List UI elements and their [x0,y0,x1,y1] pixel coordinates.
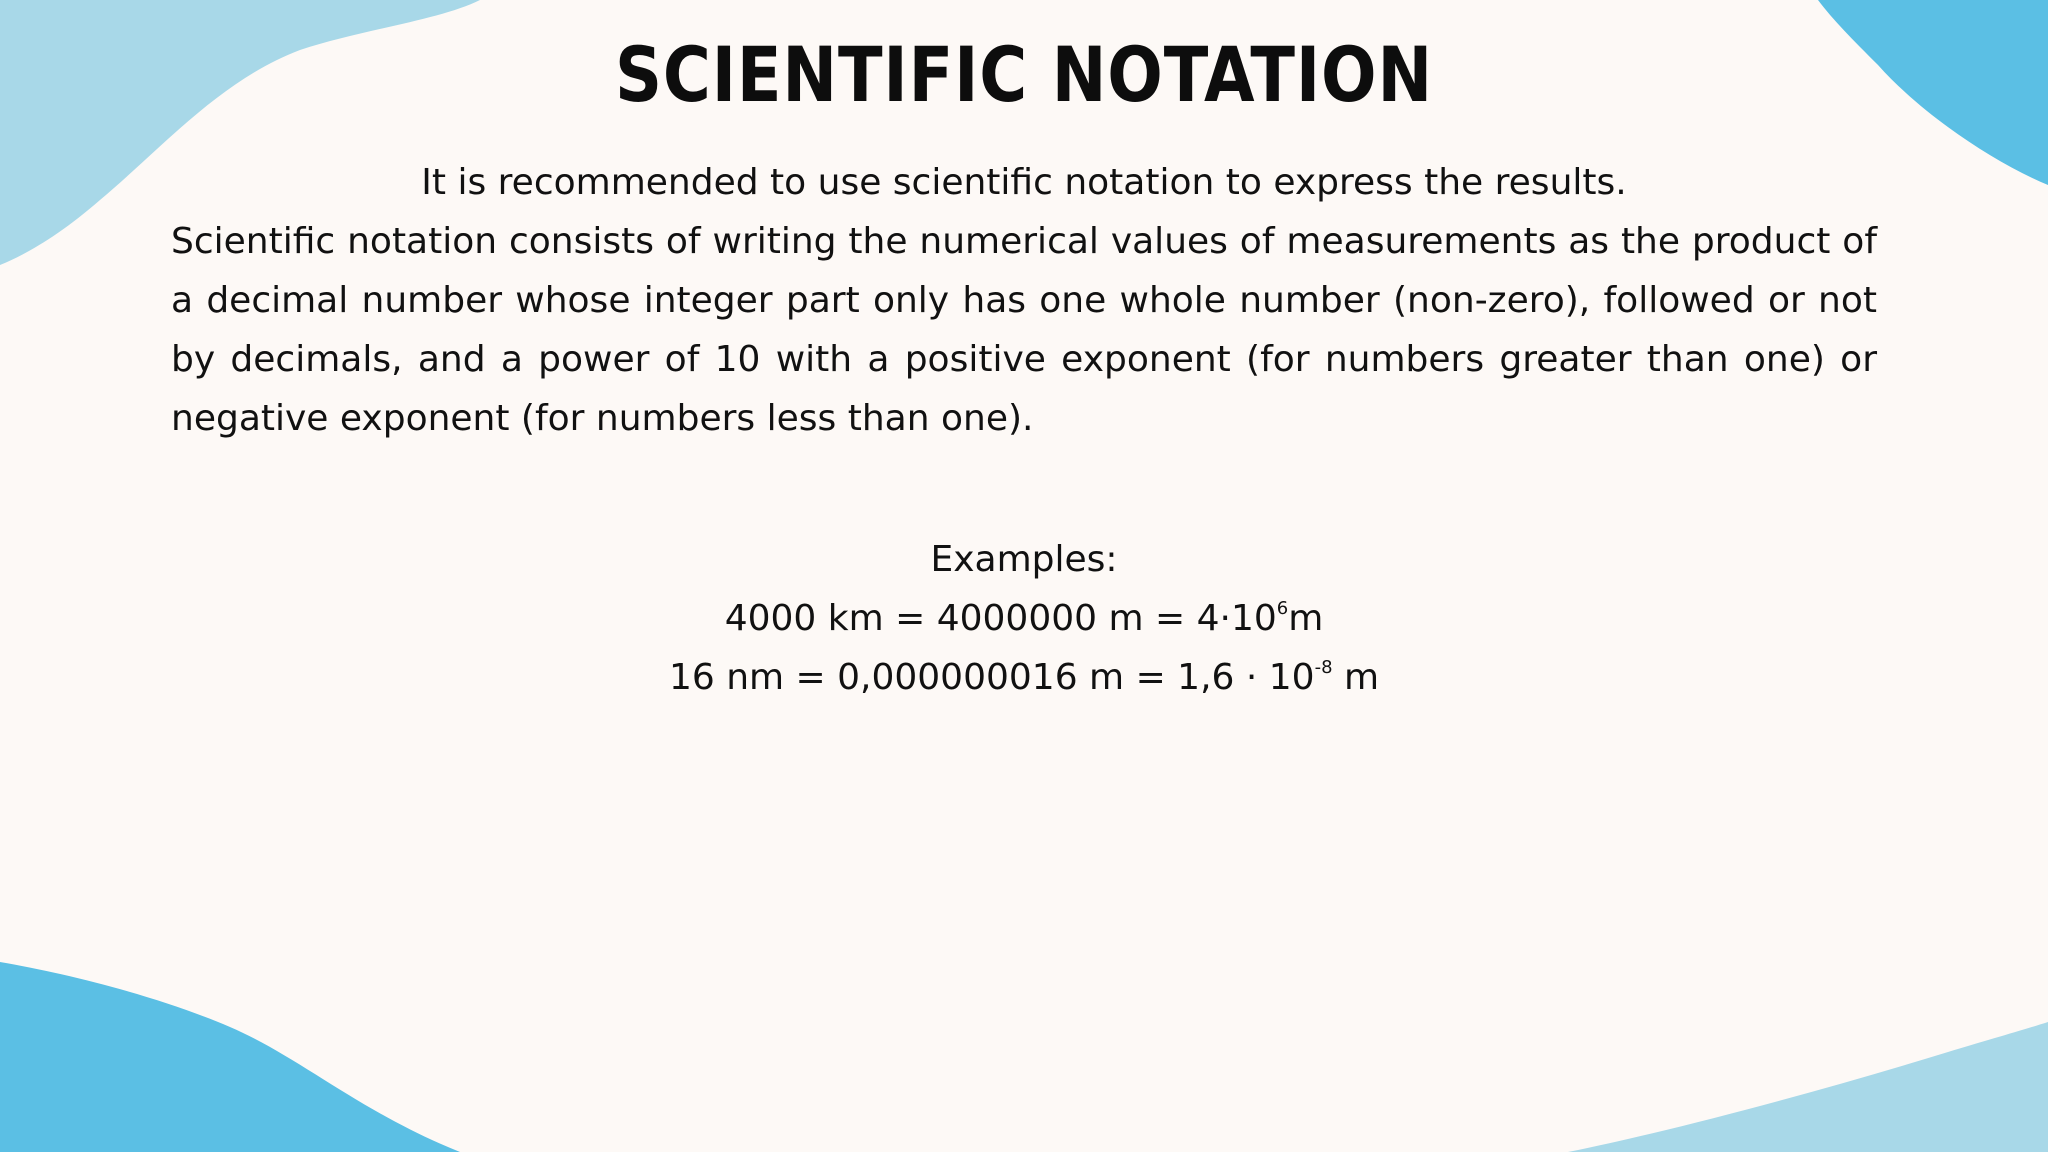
example-line [0,589,2048,648]
decor-blob-bottom-left [0,962,480,1152]
slide-title: SCIENTIFIC NOTATION [614,30,1434,119]
example-exponent: 6 [1276,598,1289,619]
example-line [0,648,2048,707]
example-exponent: -8 [1314,657,1333,678]
intro-text: It is recommended to use scientific notation to express the results. [421,162,1627,203]
examples-block [0,530,2048,707]
example-unit: m [1288,598,1324,639]
decor-blob-bottom-right [1568,1022,2048,1152]
examples-heading: Examples: [930,539,1118,580]
definition-paragraph: Scientific notation consists of writing the numerical values of measurements as the product of a decimal number whose integer part only has one whole number (non-zero), followed or not by decimals, and a power of 10 with a positive exponent (for numbers greater than one) or negative exponent (for numbers less than one). [171,221,1877,439]
example-unit: m [1332,657,1380,698]
example-expression: 4000 km = 4000000 m = 4·10 [724,598,1277,639]
example-expression: 16 nm = 0,000000016 m = 1,6 · 10 [668,657,1315,698]
